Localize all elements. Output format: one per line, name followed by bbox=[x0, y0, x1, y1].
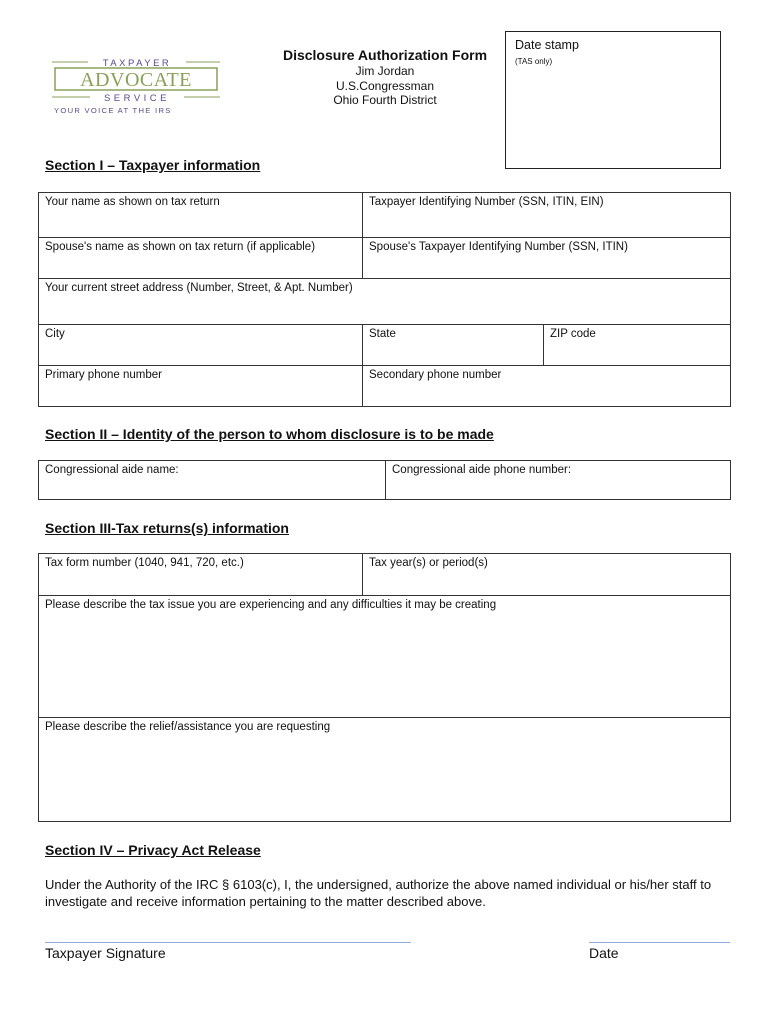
tax-year-label: Tax year(s) or period(s) bbox=[369, 557, 488, 569]
aide-name-label: Congressional aide name: bbox=[45, 464, 179, 476]
date-stamp-box bbox=[505, 31, 721, 169]
secondary-phone-field[interactable] bbox=[362, 365, 731, 407]
zip-code-field[interactable] bbox=[543, 324, 731, 366]
taxpayer-name-field[interactable] bbox=[38, 192, 363, 238]
spouse-tin-field[interactable] bbox=[362, 237, 731, 279]
taxpayer-name-label: Your name as shown on tax return bbox=[45, 196, 220, 208]
aide-name-field[interactable] bbox=[38, 460, 386, 500]
tax-issue-description-field[interactable] bbox=[38, 595, 731, 718]
zip-code-label: ZIP code bbox=[550, 328, 596, 340]
street-address-label: Your current street address (Number, Street, & Apt. Number) bbox=[45, 282, 353, 294]
section-3-title: Section III-Tax returns(s) information bbox=[45, 520, 289, 536]
primary-phone-label: Primary phone number bbox=[45, 369, 162, 381]
city-field[interactable] bbox=[38, 324, 363, 366]
aide-phone-label: Congressional aide phone number: bbox=[392, 464, 572, 476]
tax-form-number-field[interactable] bbox=[38, 553, 363, 596]
logo-tagline: YOUR VOICE AT THE IRS bbox=[54, 106, 172, 115]
form-header bbox=[270, 46, 500, 108]
tax-issue-description-label: Please describe the tax issue you are experiencing and any difficulties it may be creating bbox=[45, 599, 497, 611]
taxpayer-tin-field[interactable] bbox=[362, 192, 731, 238]
date-stamp-label: Date stamp bbox=[515, 38, 579, 52]
section-4-title: Section IV – Privacy Act Release bbox=[45, 842, 261, 858]
logo-main-word: ADVOCATE bbox=[80, 69, 192, 91]
city-label: City bbox=[45, 328, 65, 340]
taxpayer-tin-label: Taxpayer Identifying Number (SSN, ITIN, EIN) bbox=[369, 196, 604, 208]
logo-top-word: TAXPAYER bbox=[102, 58, 172, 69]
taxpayer-signature-line[interactable] bbox=[45, 942, 411, 943]
privacy-act-text: Under the Authority of the IRC § 6103(c), I, the undersigned, authorize the above named individual or his/her staff to investigate and receive information pertaining to the matter described above. bbox=[45, 877, 712, 909]
state-label: State bbox=[369, 328, 396, 340]
section-2-title: Section II – Identity of the person to whom disclosure is to be made bbox=[45, 426, 494, 442]
date-stamp-note: (TAS only) bbox=[515, 57, 553, 66]
date-signature-line[interactable] bbox=[589, 942, 730, 943]
aide-phone-field[interactable] bbox=[385, 460, 731, 500]
section-1-title: Section I – Taxpayer information bbox=[45, 157, 261, 173]
congressman-name: Jim Jordan bbox=[355, 64, 415, 78]
state-field[interactable] bbox=[362, 324, 544, 366]
secondary-phone-label: Secondary phone number bbox=[369, 369, 502, 381]
logo-bottom-word: SERVICE bbox=[103, 93, 171, 104]
taxpayer-advocate-logo bbox=[50, 55, 225, 117]
primary-phone-field[interactable] bbox=[38, 365, 363, 407]
date-signature-label: Date bbox=[589, 945, 619, 961]
spouse-tin-label: Spouse's Taxpayer Identifying Number (SSN, ITIN) bbox=[369, 241, 628, 253]
street-address-field[interactable] bbox=[38, 278, 731, 325]
spouse-name-field[interactable] bbox=[38, 237, 363, 279]
form-title: Disclosure Authorization Form bbox=[282, 47, 488, 63]
spouse-name-label: Spouse's name as shown on tax return (if applicable) bbox=[45, 241, 316, 253]
tax-form-number-label: Tax form number (1040, 941, 720, etc.) bbox=[45, 557, 244, 569]
district: Ohio Fourth District bbox=[333, 93, 437, 107]
tax-year-field[interactable] bbox=[362, 553, 731, 596]
taxpayer-signature-label: Taxpayer Signature bbox=[45, 945, 166, 961]
relief-request-label: Please describe the relief/assistance you are requesting bbox=[45, 721, 331, 733]
congressman-title: U.S.Congressman bbox=[335, 78, 435, 93]
relief-request-field[interactable] bbox=[38, 717, 731, 822]
